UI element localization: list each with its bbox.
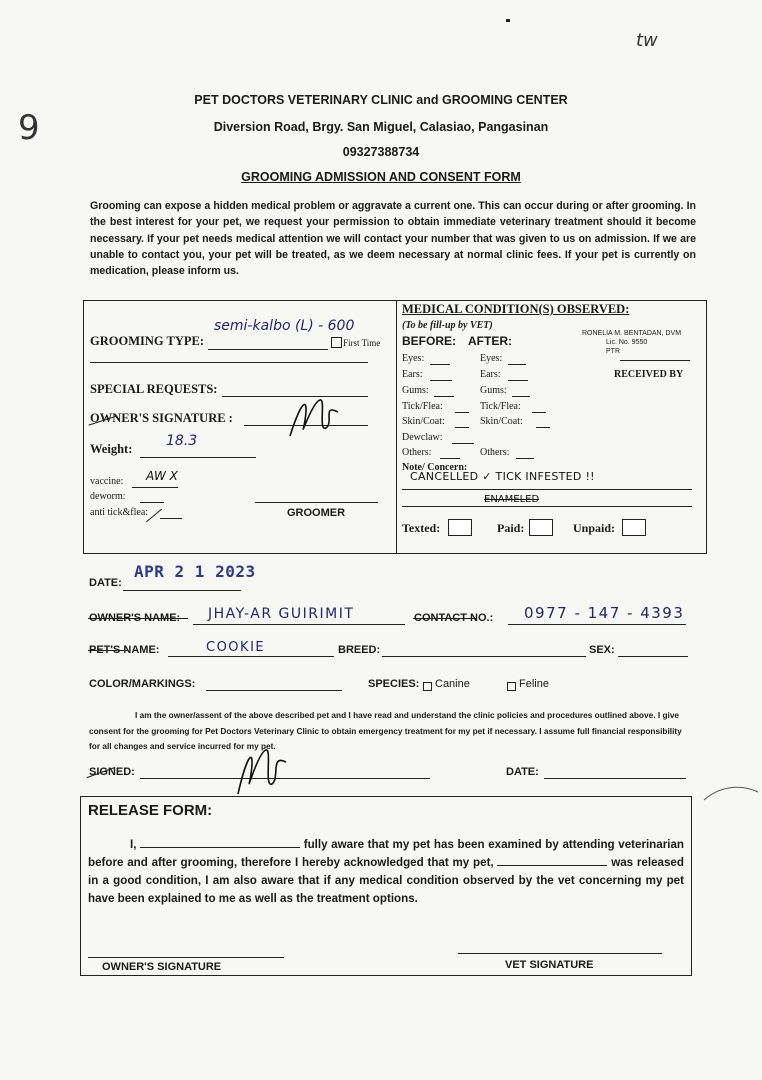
after-others: Others: xyxy=(480,447,510,458)
feline-checkbox[interactable] xyxy=(507,682,516,691)
clinic-address: Diversion Road, Brgy. San Miguel, Calasiao, Pangasinan xyxy=(213,120,549,134)
texted-checkbox[interactable] xyxy=(448,519,472,536)
groomer-label: GROOMER xyxy=(287,507,346,519)
after-skin-line xyxy=(536,427,550,428)
release-pet-blank[interactable] xyxy=(497,855,607,866)
before-ears-line xyxy=(430,380,452,381)
date-label: DATE: xyxy=(89,577,122,589)
vaccine-value[interactable]: AW X xyxy=(146,469,178,483)
unpaid-label: Unpaid: xyxy=(573,521,616,535)
date-stamp[interactable]: APR 2 1 2023 xyxy=(134,562,256,581)
after-gums: Gums: xyxy=(480,385,507,396)
contact-value[interactable]: 0977 - 147 - 4393 xyxy=(524,604,685,622)
after-tick-line xyxy=(532,412,546,413)
contact-label: CONTACT NO.: xyxy=(414,612,494,624)
signed-date-line xyxy=(544,778,686,779)
anti-tick-label: anti tick&flea: xyxy=(90,507,149,518)
special-requests-label: SPECIAL REQUESTS: xyxy=(90,382,218,396)
owner-signature-scribble xyxy=(282,392,346,444)
owner-name-line xyxy=(193,624,405,625)
first-time-label: First Time xyxy=(343,338,381,348)
edge-mark xyxy=(700,782,760,804)
grooming-type-line xyxy=(208,349,328,350)
release-text-2: was released in a good condition, I am also aware that if any medical condition observed by the vet concerning my pet have been explained to me as well as the treatment options. xyxy=(88,856,684,905)
release-paragraph xyxy=(88,836,684,908)
sex-line xyxy=(618,656,688,657)
medical-subtitle: (To be fill-up by VET) xyxy=(402,320,493,331)
after-ears: Ears: xyxy=(480,369,501,380)
after-others-line xyxy=(516,458,534,459)
owner-signature-label: OWNER'S SIGNATURE xyxy=(102,961,222,973)
signed-label: SIGNED: xyxy=(89,766,135,778)
before-others: Others: xyxy=(402,447,432,458)
after-ears-line xyxy=(508,380,528,381)
owner-name-value[interactable]: JHAY-AR GUIRIMIT xyxy=(208,606,355,622)
color-markings-line xyxy=(206,690,342,691)
intro-paragraph: Grooming can expose a hidden medical problem or aggravate a current one. This can occur during or after grooming. In the best interest for your pet, we request your permission to obtain immediate veterinary treatment should it become necessary. If your pet needs medical attention we will contact your number that was given to us on admission. If we are unable to contact you, your pet will be treated, as we deem necessary at normal clinic fees. If your pet is currently on medication, please inform us. xyxy=(90,200,696,278)
sex-label: SEX: xyxy=(589,644,615,656)
anti-tick-line xyxy=(160,518,182,519)
after-skin-coat: Skin/Coat: xyxy=(480,416,523,427)
grooming-type-line-2 xyxy=(90,362,368,363)
after-tick-flea: Tick/Flea: xyxy=(480,401,521,412)
weight-line xyxy=(140,457,256,458)
groomer-line xyxy=(255,502,378,503)
clinic-name: PET DOCTORS VETERINARY CLINIC and GROOMING CENTER xyxy=(194,93,568,107)
margin-number: 9 xyxy=(18,108,40,148)
owner-name-strike xyxy=(88,618,188,619)
pet-name-value[interactable]: COOKIE xyxy=(206,640,266,655)
owners-signature-label: OWNER'S SIGNATURE : xyxy=(90,411,233,425)
before-skin-coat: Skin/Coat: xyxy=(402,416,445,427)
vet-signature-label: VET SIGNATURE xyxy=(505,959,594,971)
date-line xyxy=(123,590,241,591)
consent-paragraph: I am the owner/assent of the above described pet and I have read and understand the clinic policies and procedures outlined above. I give consent for the grooming for Pet Doctors Veterinary Clinic to obtain emergency treatment for my pet if necessary. I assume full financial responsibility for all changes and service incurred for my pet. xyxy=(89,710,682,751)
vet-stamp-lic: Lic. No. 9550 xyxy=(606,339,648,346)
before-skin-line xyxy=(455,427,469,428)
vet-stamp-ptr: PTR xyxy=(606,348,620,355)
vet-signature-line xyxy=(458,953,662,954)
texted-label: Texted: xyxy=(402,521,441,535)
first-time-checkbox[interactable] xyxy=(331,337,342,348)
canine-checkbox[interactable] xyxy=(423,682,432,691)
grooming-type-value[interactable]: semi-kalbo (L) - 600 xyxy=(214,318,355,334)
pet-name-label: PET'S NAME: xyxy=(89,644,160,656)
before-eyes-line xyxy=(430,364,450,365)
before-dewclaw-line xyxy=(452,443,474,444)
breed-label: BREED: xyxy=(338,644,381,656)
weight-label: Weight: xyxy=(90,442,133,456)
medical-title: MEDICAL CONDITION(S) OBSERVED: xyxy=(402,302,630,316)
before-tick-line xyxy=(455,412,469,413)
after-eyes: Eyes: xyxy=(480,353,503,364)
grooming-type-label: GROOMING TYPE: xyxy=(90,334,205,348)
species-label: SPECIES: xyxy=(368,678,420,690)
note-concern-label: Note/ Concern: xyxy=(402,462,468,473)
received-by-label: RECEIVED BY xyxy=(614,369,684,380)
form-title: GROOMING ADMISSION AND CONSENT FORM xyxy=(241,170,521,184)
contact-line xyxy=(508,624,686,625)
deworm-line xyxy=(140,502,164,503)
note-line-1 xyxy=(402,489,692,490)
ink-dot xyxy=(506,19,510,22)
feline-label: Feline xyxy=(519,678,549,690)
before-label: BEFORE: xyxy=(402,334,456,348)
release-owner-blank[interactable] xyxy=(140,837,300,848)
owner-name-label: OWNER'S NAME: xyxy=(89,612,181,624)
clinic-phone: 09327388734 xyxy=(342,145,420,159)
canine-label: Canine xyxy=(435,678,470,690)
unpaid-checkbox[interactable] xyxy=(622,519,646,536)
signed-date-label: DATE: xyxy=(506,766,539,778)
pet-name-line xyxy=(168,656,334,657)
panel-divider xyxy=(396,300,397,553)
deworm-label: deworm: xyxy=(90,491,126,502)
vaccine-label: vaccine: xyxy=(90,476,124,487)
after-gums-line xyxy=(512,396,530,397)
release-text-1: fully aware that my pet has been examined by attending veterinarian before and after grooming, therefore I hereby acknowledged that my pet, xyxy=(88,838,684,869)
contact-strike xyxy=(413,618,477,619)
before-tick-flea: Tick/Flea: xyxy=(402,401,443,412)
after-label: AFTER: xyxy=(468,334,512,348)
note-value-1[interactable]: CANCELLED ✓ TICK INFESTED !! xyxy=(410,470,595,483)
corner-scribble: tw xyxy=(636,30,658,51)
before-ears: Ears: xyxy=(402,369,423,380)
paid-label: Paid: xyxy=(497,521,525,535)
signed-signature-scribble xyxy=(230,740,294,800)
paid-checkbox[interactable] xyxy=(529,519,553,536)
color-markings-label: COLOR/MARKINGS: xyxy=(89,678,196,690)
vet-stamp-name: RONELIA M. BENTADAN, DVM xyxy=(582,330,682,337)
received-by-line xyxy=(620,360,690,361)
note-value-2[interactable]: ENAMELED xyxy=(484,494,540,505)
before-gums: Gums: xyxy=(402,385,429,396)
note-line-2 xyxy=(402,506,692,507)
before-others-line xyxy=(440,458,460,459)
vaccine-line xyxy=(132,487,178,488)
pet-name-strike xyxy=(88,650,128,651)
owner-signature-line xyxy=(88,957,284,958)
before-dewclaw: Dewclaw: xyxy=(402,432,443,443)
weight-value[interactable]: 18.3 xyxy=(166,433,198,449)
after-eyes-line xyxy=(508,364,526,365)
before-gums-line xyxy=(434,396,454,397)
breed-line xyxy=(382,656,586,657)
before-eyes: Eyes: xyxy=(402,353,425,364)
release-i: I, xyxy=(130,838,137,851)
release-form-title: RELEASE FORM: xyxy=(88,802,213,819)
